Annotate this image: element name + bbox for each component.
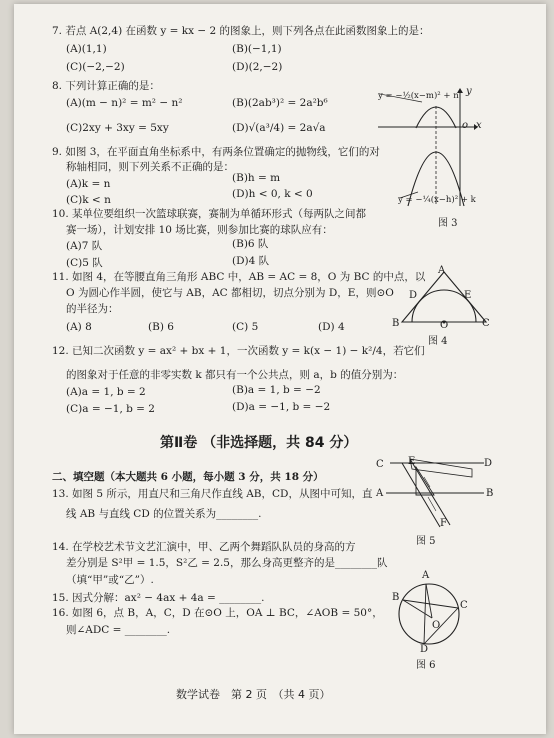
fig6-label-o: O xyxy=(432,620,441,631)
fig4-label-c: C xyxy=(482,318,490,329)
fig4-label-o: O xyxy=(440,320,449,331)
fig3-caption: 图 3 xyxy=(438,218,458,229)
q13-stem-line1: 13. 如图 5 所示，用直尺和三角尺作直线 AB，CD，从图中可知，直 xyxy=(52,488,373,500)
q14-stem-line3: （填“甲”或“乙”）. xyxy=(66,574,154,586)
fig3-origin-label: o xyxy=(462,120,469,131)
q10-option-c: (C)5 队 xyxy=(66,257,103,269)
fig6-label-b: B xyxy=(392,592,400,603)
fig3-y-label: y xyxy=(466,86,472,97)
fig6-caption: 图 6 xyxy=(416,660,436,671)
q8-option-c: (C)2xy + 3xy = 5xy xyxy=(66,122,169,134)
q10-option-a: (A)7 队 xyxy=(66,240,103,252)
q8-option-a: (A)(m − n)² = m² − n² xyxy=(66,97,183,109)
q14-stem-line1: 14. 在学校艺术节文艺汇演中，甲、乙两个舞蹈队队员的身高的方 xyxy=(52,541,356,553)
q11-option-a: (A) 8 xyxy=(66,321,92,333)
fig3-x-label: x xyxy=(476,120,482,131)
fig4-caption: 图 4 xyxy=(428,336,448,347)
fig5-label-a: A xyxy=(376,488,384,499)
fig6-label-a: A xyxy=(422,570,430,581)
q12-stem-line1: 12. 已知二次函数 y = ax² + bx + 1，一次函数 y = k(x − 1) − k²/4，若它们 xyxy=(52,345,425,357)
q11-stem-line3: 的半径为： xyxy=(66,303,119,315)
figure-3 xyxy=(378,88,478,208)
fig6-label-d: D xyxy=(420,644,429,655)
fig3-eq-bottom: y = −¼(x−h)² + k xyxy=(398,195,476,205)
q9-stem-line1: 9. 如图 3，在平面直角坐标系中，有两条位置确定的抛物线，它们的对 xyxy=(52,146,380,158)
q7-stem: 7. 若点 A(2,4) 在函数 y = kx − 2 的图象上，则下列各点在此函数图象上的是： xyxy=(52,25,430,37)
part2-heading: 第Ⅱ卷 （非选择题，共 84 分） xyxy=(160,435,358,451)
q9-option-c: (C)k < n xyxy=(66,194,111,206)
fig5-label-b: B xyxy=(486,488,494,499)
fig6-label-c: C xyxy=(460,600,468,611)
q8-stem: 8. 下列计算正确的是： xyxy=(52,80,160,92)
figure-6 xyxy=(394,578,464,648)
page-footer: 数学试卷 第 2 页 （共 4 页） xyxy=(176,688,331,701)
q8-option-b: (B)(2ab³)² = 2a²b⁶ xyxy=(232,97,328,109)
q11-option-d: (D) 4 xyxy=(318,321,345,333)
q16-stem-line1: 16. 如图 6，点 B，A，C，D 在⊙O 上，OA ⊥ BC，∠AOB = 50°， xyxy=(52,607,383,619)
q13-stem-line2: 线 AB 与直线 CD 的位置关系为________. xyxy=(66,508,262,520)
q9-option-a: (A)k = n xyxy=(66,178,111,190)
q7-option-b: (B)(−1,1) xyxy=(232,43,282,55)
fig4-label-a: A xyxy=(438,265,446,276)
q10-option-d: (D)4 队 xyxy=(232,255,270,267)
q14-stem-line2: 差分别是 S²甲 = 1.5，S²乙 = 2.5，那么身高更整齐的是________队 xyxy=(66,557,388,569)
q11-stem-line2: O 为圆心作半圆，使它与 AB，AC 都相切，切点分别为 D，E，则⊙O xyxy=(66,287,394,299)
figure-5 xyxy=(382,455,492,535)
q16-stem-line2: 则∠ADC = ________. xyxy=(66,624,171,636)
q10-stem-line2: 赛一场），计划安排 10 场比赛，则参加比赛的球队应有： xyxy=(66,224,333,236)
q7-option-c: (C)(−2,−2) xyxy=(66,61,125,73)
q9-stem-line2: 称轴相同，则下列关系不正确的是： xyxy=(66,161,234,173)
q11-option-c: (C) 5 xyxy=(232,321,259,333)
fig5-label-d: D xyxy=(484,458,493,469)
q12-option-d: (D)a = −1, b = −2 xyxy=(232,401,331,413)
fig4-label-d: D xyxy=(409,290,418,301)
fig5-label-f: F xyxy=(440,518,447,529)
q10-stem-line1: 10. 某单位要组织一次篮球联赛，赛制为单循环形式（每两队之间都 xyxy=(52,208,367,220)
fig3-eq-top: y = −½(x−m)² + n xyxy=(378,91,459,101)
q12-option-c: (C)a = −1, b = 2 xyxy=(66,403,155,415)
q9-option-b: (B)h = m xyxy=(232,172,281,184)
q11-option-b: (B) 6 xyxy=(148,321,174,333)
q7-option-a: (A)(1,1) xyxy=(66,43,107,55)
q11-stem-line1: 11. 如图 4，在等腰直角三角形 ABC 中，AB = AC = 8，O 为 BC 的中点，以 xyxy=(52,271,426,283)
fill-section-header: 二、填空题（本大题共 6 小题，每小题 3 分，共 18 分） xyxy=(52,471,324,483)
q15-stem: 15. 因式分解：ax² − 4ax + 4a = ________. xyxy=(52,592,265,604)
q12-stem-line2: 的图象对于任意的非零实数 k 都只有一个公共点，则 a，b 的值分别为： xyxy=(66,369,404,381)
q12-option-b: (B)a = 1, b = −2 xyxy=(232,384,321,396)
q12-option-a: (A)a = 1, b = 2 xyxy=(66,386,146,398)
fig5-label-e: E xyxy=(408,456,416,467)
q7-option-d: (D)(2,−2) xyxy=(232,61,283,73)
fig4-label-b: B xyxy=(392,318,400,329)
q10-option-b: (B)6 队 xyxy=(232,238,269,250)
q8-option-d: (D)√(a³/4) = 2a√a xyxy=(232,122,326,134)
fig5-caption: 图 5 xyxy=(416,536,436,547)
q9-option-d: (D)h < 0, k < 0 xyxy=(232,188,313,200)
fig4-label-e: E xyxy=(464,290,472,301)
fig5-label-c: C xyxy=(376,459,384,470)
